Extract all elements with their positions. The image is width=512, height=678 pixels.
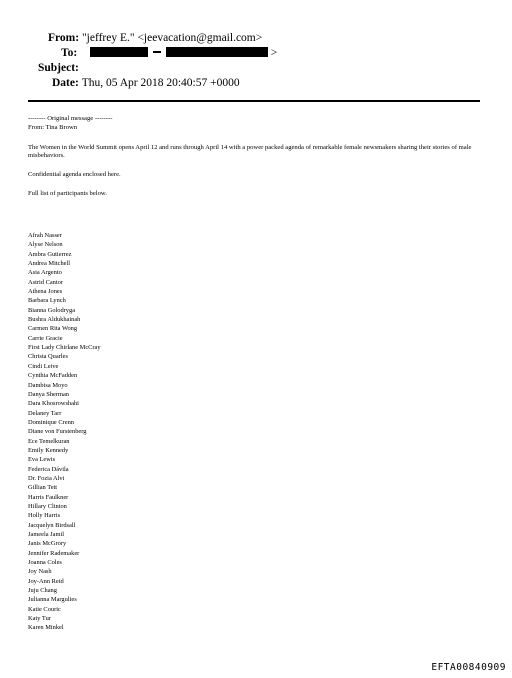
participant-name: Holly Harris: [28, 512, 61, 520]
date-value: Thu, 05 Apr 2018 20:40:57 +0000: [81, 77, 240, 89]
participant-name: Joy-Ann Reid: [28, 577, 64, 585]
participant-name: Katy Tur: [28, 615, 51, 623]
participant-name: Dara Khosrowshahi: [28, 400, 79, 408]
participants-intro: Full list of participants below.: [28, 189, 107, 197]
participant-name: Christa Quarles: [28, 353, 68, 361]
to-row: [61, 47, 277, 59]
participant-name: Hillary Clinton: [28, 502, 67, 510]
date-label: Date:: [52, 77, 79, 89]
participant-name: Dr. Fozia Alvi: [28, 474, 65, 482]
participant-name: Astrid Cantor: [28, 278, 63, 286]
participant-name: Eva Lewis: [28, 456, 56, 464]
from-row: [48, 32, 262, 44]
document-id: EFTA00840909: [431, 662, 506, 673]
agenda-paragraph: Confidential agenda enclosed here.: [28, 171, 121, 179]
participant-name: Federica Dávila: [28, 465, 69, 473]
participant-name: Athena Jones: [28, 288, 63, 296]
participant-list: [28, 231, 101, 633]
participant-name: Ece Temelkuran: [28, 437, 70, 445]
participant-name: Jameela Jamil: [28, 531, 65, 538]
summit-paragraph: The Women in the World Summit opens April 12 and runs through April 14 with a power packed agenda of remarkable female newsmakers sharing their stories of male misbehaviors.: [28, 143, 472, 160]
participant-name: Jacquelyn Birdsall: [28, 521, 76, 529]
participant-name: Emily Kennedy: [28, 446, 69, 454]
original-from-line: From: Tina Brown: [28, 123, 78, 131]
from-label: From:: [48, 32, 80, 44]
participant-name: Karen Minkel: [28, 624, 64, 632]
participant-name: Janis McGrory: [28, 540, 67, 548]
redaction-box: [90, 47, 148, 57]
participant-name: Cynthia McFadden: [28, 372, 78, 380]
participant-name: First Lady Chirlane McCray: [28, 344, 101, 352]
participant-name: Dominique Crenn: [28, 418, 74, 426]
subject-label: Subject:: [38, 62, 79, 74]
participant-name: Joanna Coles: [28, 559, 62, 567]
participant-name: Dambisa Moyo: [28, 381, 68, 389]
original-message-line: -------- Original message --------: [28, 115, 113, 122]
participant-name: Juju Chang: [28, 587, 57, 595]
participant-name: Andrea Mitchell: [28, 260, 71, 268]
message-body: [28, 115, 488, 199]
participant-name: Carmen Rita Wong: [28, 325, 78, 333]
subject-row: [38, 62, 79, 74]
participant-name: Gillian Tett: [28, 484, 58, 492]
participant-name: Bianna Golodryga: [28, 306, 76, 314]
participant-name: Harris Faulkner: [28, 493, 69, 501]
participant-name: Bushra Aldukhainah: [28, 316, 81, 324]
participant-name: Barbara Lynch: [28, 297, 66, 305]
participant-name: Carrie Gracie: [28, 334, 63, 342]
participant-name: Diane von Furstenberg: [28, 428, 87, 436]
participant-name: Delaney Tarr: [28, 409, 62, 417]
date-row: [52, 77, 240, 89]
to-label: To:: [61, 47, 78, 59]
redaction-dash: [153, 51, 161, 53]
from-value: "jeffrey E." <jeevacation@gmail.com>: [81, 32, 263, 44]
participant-name: Ambra Gutierrez: [28, 250, 72, 258]
participant-name: Jennifer Rademaker: [28, 549, 80, 557]
participant-name: Joy Nash: [28, 568, 52, 576]
header-divider: [28, 100, 480, 102]
participant-name: Danya Sherman: [28, 390, 69, 398]
participant-name: Julianna Margulies: [28, 596, 77, 604]
participant-name: Afrah Nasser: [28, 232, 62, 239]
to-tail: >: [270, 47, 278, 59]
redaction-box: [166, 47, 268, 57]
participant-name: Asia Argento: [28, 269, 62, 277]
participant-name: Katie Couric: [28, 605, 61, 613]
participant-name: Alyse Nelson: [28, 241, 63, 249]
participant-name: Cindi Leive: [28, 362, 59, 370]
